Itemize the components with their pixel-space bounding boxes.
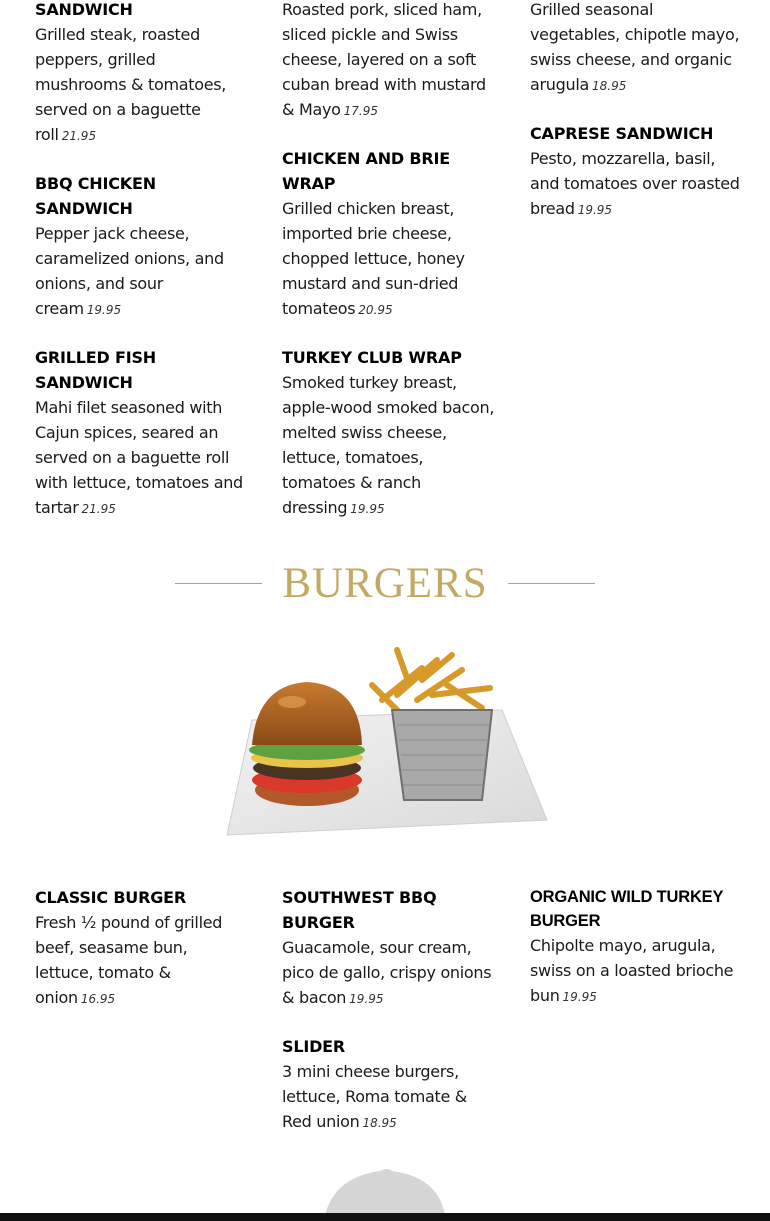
menu-item-title: SOUTHWEST BBQ BURGER (282, 888, 437, 932)
menu-item-price: 19.95 (349, 992, 384, 1006)
burger-column-3 (530, 885, 745, 1032)
menu-item-title: CLASSIC BURGER (35, 888, 187, 907)
description-text: Grilled chicken breast, imported brie cheese, chopped lettuce, honey mustard and sun-dried tomateos (282, 199, 465, 318)
menu-item (35, 345, 250, 522)
menu-item-price: 17.95 (343, 104, 378, 118)
menu-item-price: 21.95 (61, 129, 97, 143)
menu-item-title: SLIDER (282, 1037, 346, 1056)
divider-line-right (508, 583, 595, 584)
burger-column-1 (35, 885, 250, 1034)
footer-bar (0, 1213, 770, 1221)
menu-item (530, 121, 745, 223)
description-text: Smoked turkey breast, apple-wood smoked bacon, melted swiss cheese, lettuce, tomatoes, tomatoes & ranch dressing (282, 373, 495, 517)
menu-item-description (530, 933, 745, 1010)
description-text: Chipolte mayo, arugula, swiss on a loasted brioche bun (530, 936, 734, 1005)
section-title: BURGERS (282, 560, 488, 607)
menu-item-price: 19.95 (577, 203, 613, 217)
description-text: 3 mini cheese burgers, lettuce, Roma tomate & Red union (282, 1062, 467, 1131)
menu-item-description (530, 146, 745, 223)
menu-item (282, 146, 497, 323)
menu-item-description (35, 910, 250, 1012)
menu-item-price: 20.95 (358, 303, 393, 317)
menu-item-price: 19.95 (86, 303, 122, 317)
menu-item-title: SANDWICH (35, 0, 133, 19)
menu-item-title: CAPRESE SANDWICH (530, 124, 714, 143)
menu-item-title: BBQ CHICKEN SANDWICH (35, 174, 156, 218)
sandwich-column-2 (282, 0, 497, 544)
menu-item (35, 0, 250, 149)
menu-item (282, 1034, 497, 1136)
description-text: Pesto, mozzarella, basil, and tomatoes over roasted bread (530, 149, 740, 218)
menu-item-price: 19.95 (350, 502, 385, 516)
description-text: Pepper jack cheese, caramelized onions, and onions, and sour cream (35, 224, 224, 318)
description-text: Mahi filet seasoned with Cajun spices, seared an served on a baguette roll with lettuce, tomatoes and tartar (35, 398, 243, 517)
menu-item (35, 171, 250, 323)
menu-item-title: ORGANIC WILD TURKEY BURGER (530, 888, 723, 930)
menu-item-description (530, 0, 745, 99)
menu-item-price: 18.95 (591, 79, 627, 93)
menu-item-description (282, 935, 497, 1012)
burgers-section-header (175, 558, 595, 610)
menu-item-price: 16.95 (80, 992, 116, 1006)
menu-item-price: 18.95 (362, 1116, 397, 1130)
sandwich-column-3 (530, 0, 745, 245)
sandwich-column-1 (35, 0, 250, 544)
menu-item-description (282, 0, 497, 124)
menu-item-description (35, 221, 250, 323)
menu-item-title: TURKEY CLUB WRAP (282, 348, 462, 367)
menu-item-description (282, 370, 497, 522)
description-text: Fresh ½ pound of grilled beef, seasame bun, lettuce, tomato & onion (35, 913, 223, 1007)
menu-item-price: 21.95 (81, 502, 116, 516)
burger-fries-photo (222, 640, 552, 840)
description-text: Roasted pork, sliced ham, sliced pickle and Swiss cheese, layered on a soft cuban bread with mustard & Mayo (282, 0, 486, 119)
menu-item (530, 0, 745, 99)
menu-item-description (35, 395, 250, 522)
description-text: Grilled seasonal vegetables, chipotle mayo, swiss cheese, and organic arugula (530, 0, 740, 94)
menu-item-title: CHICKEN AND BRIE WRAP (282, 149, 450, 193)
cloche-icon (320, 1165, 450, 1215)
description-text: Guacamole, sour cream, pico de gallo, crispy onions & bacon (282, 938, 492, 1007)
menu-item-description (35, 22, 250, 149)
menu-item (35, 885, 250, 1012)
menu-item-description (282, 1059, 497, 1136)
menu-item (530, 885, 745, 1010)
menu-item (282, 345, 497, 522)
menu-item-description (282, 196, 497, 323)
description-text: Grilled steak, roasted peppers, grilled mushrooms & tomatoes, served on a baguette roll (35, 25, 227, 144)
menu-item (282, 885, 497, 1012)
menu-item-title: GRILLED FISH SANDWICH (35, 348, 156, 392)
menu-item-price: 19.95 (562, 990, 597, 1004)
burger-column-2 (282, 885, 497, 1158)
menu-item (282, 0, 497, 124)
